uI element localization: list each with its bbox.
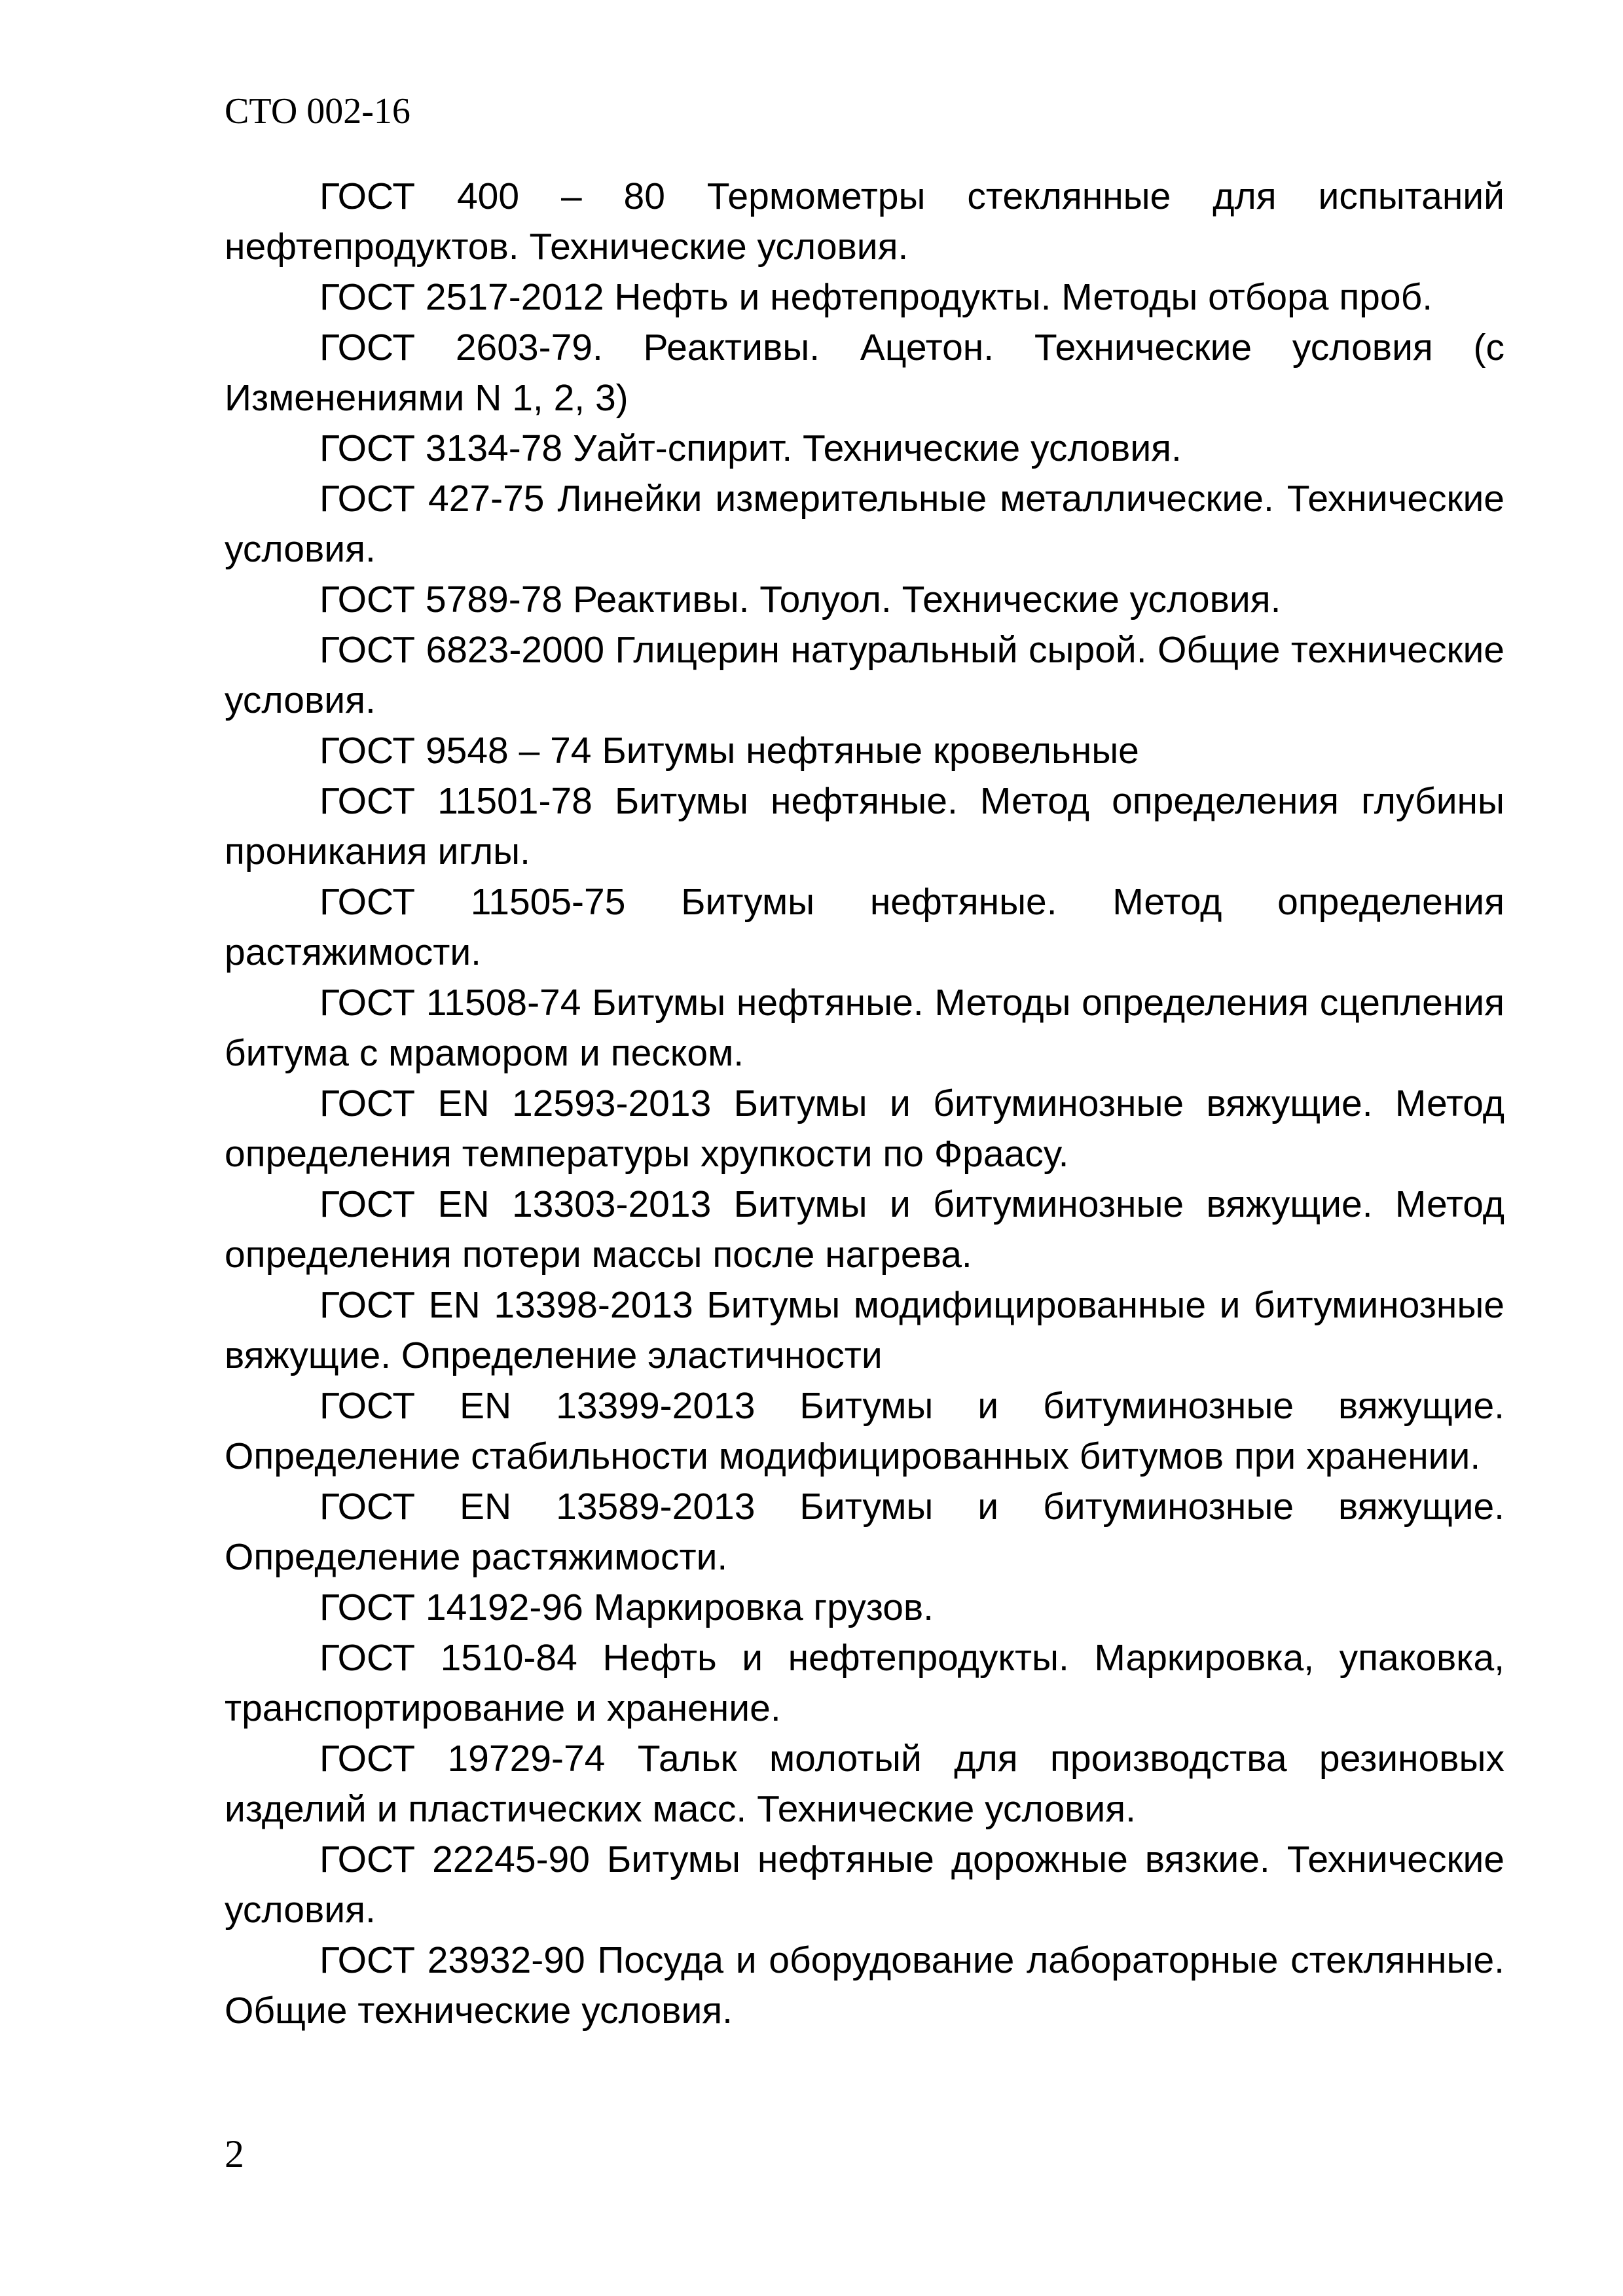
reference-item: ГОСТ EN 13398-2013 Битумы модифицированные и битуминозные вяжущие. Определение эластичности: [225, 1284, 1504, 1376]
reference-item: ГОСТ 2603-79. Реактивы. Ацетон. Технические условия (с Изменениями N 1, 2, 3): [225, 327, 1504, 419]
reference-item: ГОСТ EN 13589-2013 Битумы и битуминозные вяжущие. Определение растяжимости.: [225, 1486, 1504, 1578]
reference-item: ГОСТ 427-75 Линейки измерительные металлические. Технические условия.: [225, 478, 1504, 570]
reference-item: ГОСТ 5789-78 Реактивы. Толуол. Технические условия.: [319, 579, 1281, 620]
page-number: 2: [225, 2132, 244, 2176]
reference-item: ГОСТ 3134-78 Уайт-спирит. Технические условия.: [319, 427, 1182, 469]
reference-item: ГОСТ 400 – 80 Термометры стеклянные для испытаний нефтепродуктов. Технические условия.: [225, 175, 1504, 268]
reference-item: ГОСТ 2517-2012 Нефть и нефтепродукты. Методы отбора проб.: [319, 276, 1433, 318]
reference-item: ГОСТ EN 13303-2013 Битумы и битуминозные вяжущие. Метод определения потери массы после нагрева.: [225, 1183, 1504, 1276]
document-header: СТО 002-16: [225, 91, 410, 132]
reference-item: ГОСТ 6823-2000 Глицерин натуральный сырой. Общие технические условия.: [225, 629, 1504, 721]
reference-item: ГОСТ 23932-90 Посуда и оборудование лабораторные стеклянные. Общие технические условия.: [225, 1939, 1504, 2032]
reference-item: ГОСТ 1510-84 Нефть и нефтепродукты. Маркировка, упаковка, транспортирование и хранение.: [225, 1637, 1504, 1729]
standards-reference-list: [225, 171, 1504, 2036]
reference-item: ГОСТ 11508-74 Битумы нефтяные. Методы определения сцепления битума с мрамором и песком.: [225, 982, 1504, 1074]
reference-item: ГОСТ 14192-96 Маркировка грузов.: [319, 1587, 934, 1628]
reference-item: ГОСТ EN 12593-2013 Битумы и битуминозные вяжущие. Метод определения температуры хрупкости по Фраасу.: [225, 1083, 1504, 1175]
reference-item: ГОСТ 19729-74 Тальк молотый для производства резиновых изделий и пластических масс. Технические условия.: [225, 1738, 1504, 1830]
reference-item: ГОСТ EN 13399-2013 Битумы и битуминозные вяжущие. Определение стабильности модифицированных битумов при хранении.: [225, 1385, 1504, 1477]
reference-item: ГОСТ 22245-90 Битумы нефтяные дорожные вязкие. Технические условия.: [225, 1839, 1504, 1931]
reference-item: ГОСТ 11505-75 Битумы нефтяные. Метод определения растяжимости.: [225, 881, 1504, 973]
reference-item: ГОСТ 11501-78 Битумы нефтяные. Метод определения глубины проникания иглы.: [225, 780, 1504, 872]
reference-item: ГОСТ 9548 – 74 Битумы нефтяные кровельные: [319, 730, 1139, 772]
